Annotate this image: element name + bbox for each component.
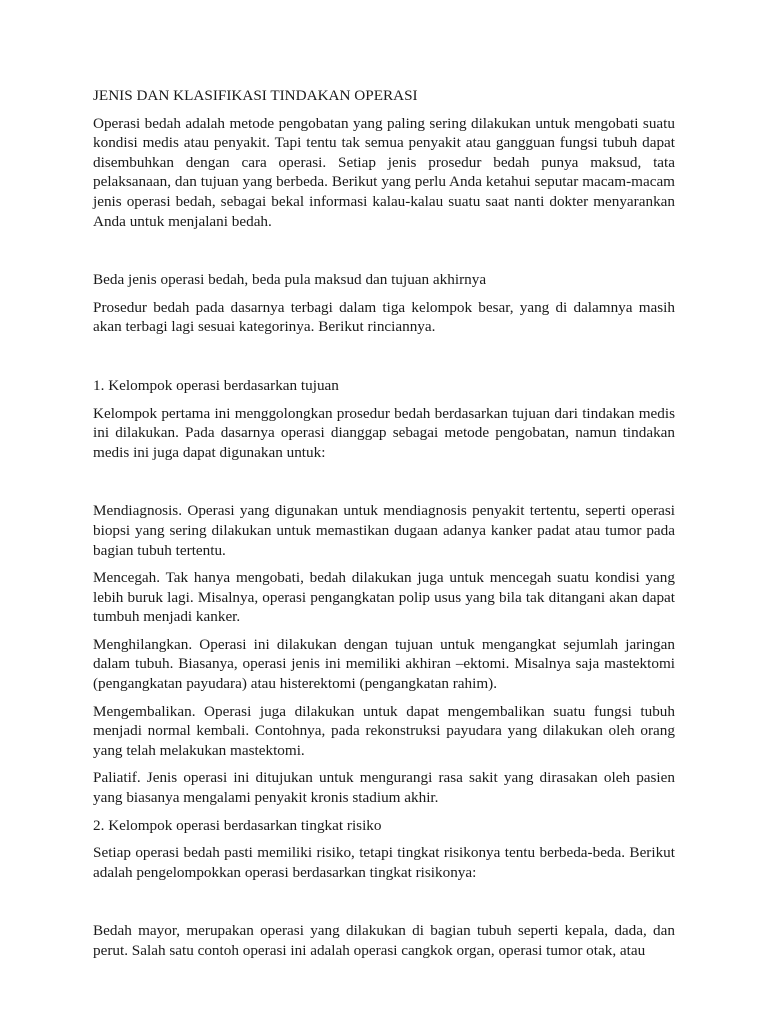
body-paragraph: Prosedur bedah pada dasarnya terbagi dalam tiga kelompok besar, yang di dalamnya masih akan terbagi lagi sesuai kategorinya. Berikut rinciannya. bbox=[93, 298, 675, 336]
body-paragraph: Kelompok pertama ini menggolongkan prosedur bedah berdasarkan tujuan dari tindakan medis ini dilakukan. Pada dasarnya operasi dianggap sebagai metode pengobatan, namun tindakan medis ini juga dapat digunakan untuk: bbox=[93, 404, 675, 461]
section-heading-1: 1. Kelompok operasi berdasarkan tujuan bbox=[93, 376, 339, 394]
list-item-mendiagnosis: Mendiagnosis. Operasi yang digunakan untuk mendiagnosis penyakit tertentu, seperti operasi biopsi yang sering dilakukan untuk memastikan dugaan adanya kanker padat atau tumor pada bagian tubuh tertentu. bbox=[93, 502, 675, 559]
list-item-mengembalikan: Mengembalikan. Operasi juga dilakukan untuk dapat mengembalikan suatu fungsi tubuh menjadi normal kembali. Contohnya, pada rekonstruksi payudara yang dilakukan oleh orang yang telah melakukan mastektomi. bbox=[93, 702, 675, 759]
list-item-paliatif: Paliatif. Jenis operasi ini ditujukan untuk mengurangi rasa sakit yang dirasakan oleh pasien yang biasanya mengalami penyakit kronis stadium akhir. bbox=[93, 769, 675, 807]
intro-paragraph: Operasi bedah adalah metode pengobatan yang paling sering dilakukan untuk mengobati suatu kondisi medis atau penyakit. Tapi tentu tak semua penyakit atau gangguan fungsi tubuh dapat disembuhkan dengan cara operasi. Setiap jenis prosedur bedah punya maksud, tata pelaksanaan, dan tujuan yang berbeda. Berikut yang perlu Anda ketahui seputar macam-macam jenis operasi bedah, sebagai bekal informasi kalau-kalau suatu saat nanti dokter menyarankan Anda untuk menjalani bedah. bbox=[93, 114, 675, 230]
list-item-menghilangkan: Menghilangkan. Operasi ini dilakukan dengan tujuan untuk mengangkat sejumlah jaringan dalam tubuh. Biasanya, operasi jenis ini memiliki akhiran –ektomi. Misalnya saja mastektomi (pengangkatan payudara) atau histerektomi (pengangkatan rahim). bbox=[93, 635, 675, 693]
section-heading-2: 2. Kelompok operasi berdasarkan tingkat risiko bbox=[93, 816, 382, 834]
list-item-bedah-mayor: Bedah mayor, merupakan operasi yang dilakukan di bagian tubuh seperti kepala, dada, dan perut. Salah satu contoh operasi ini adalah operasi cangkok organ, operasi tumor otak, atau bbox=[93, 922, 675, 959]
body-paragraph: Setiap operasi bedah pasti memiliki risiko, tetapi tingkat risikonya tentu berbeda-beda. Berikut adalah pengelompokkan operasi berdasarkan tingkat risikonya: bbox=[93, 844, 675, 881]
section-heading: Beda jenis operasi bedah, beda pula maksud dan tujuan akhirnya bbox=[93, 271, 487, 289]
list-item-mencegah: Mencegah. Tak hanya mengobati, bedah dilakukan juga untuk mencegah suatu kondisi yang lebih buruk lagi. Misalnya, operasi pengangkatan polip usus yang bila tak ditangani akan dapat tumbuh menjadi kanker. bbox=[93, 569, 675, 626]
document-title: JENIS DAN KLASIFIKASI TINDAKAN OPERASI bbox=[93, 87, 418, 104]
